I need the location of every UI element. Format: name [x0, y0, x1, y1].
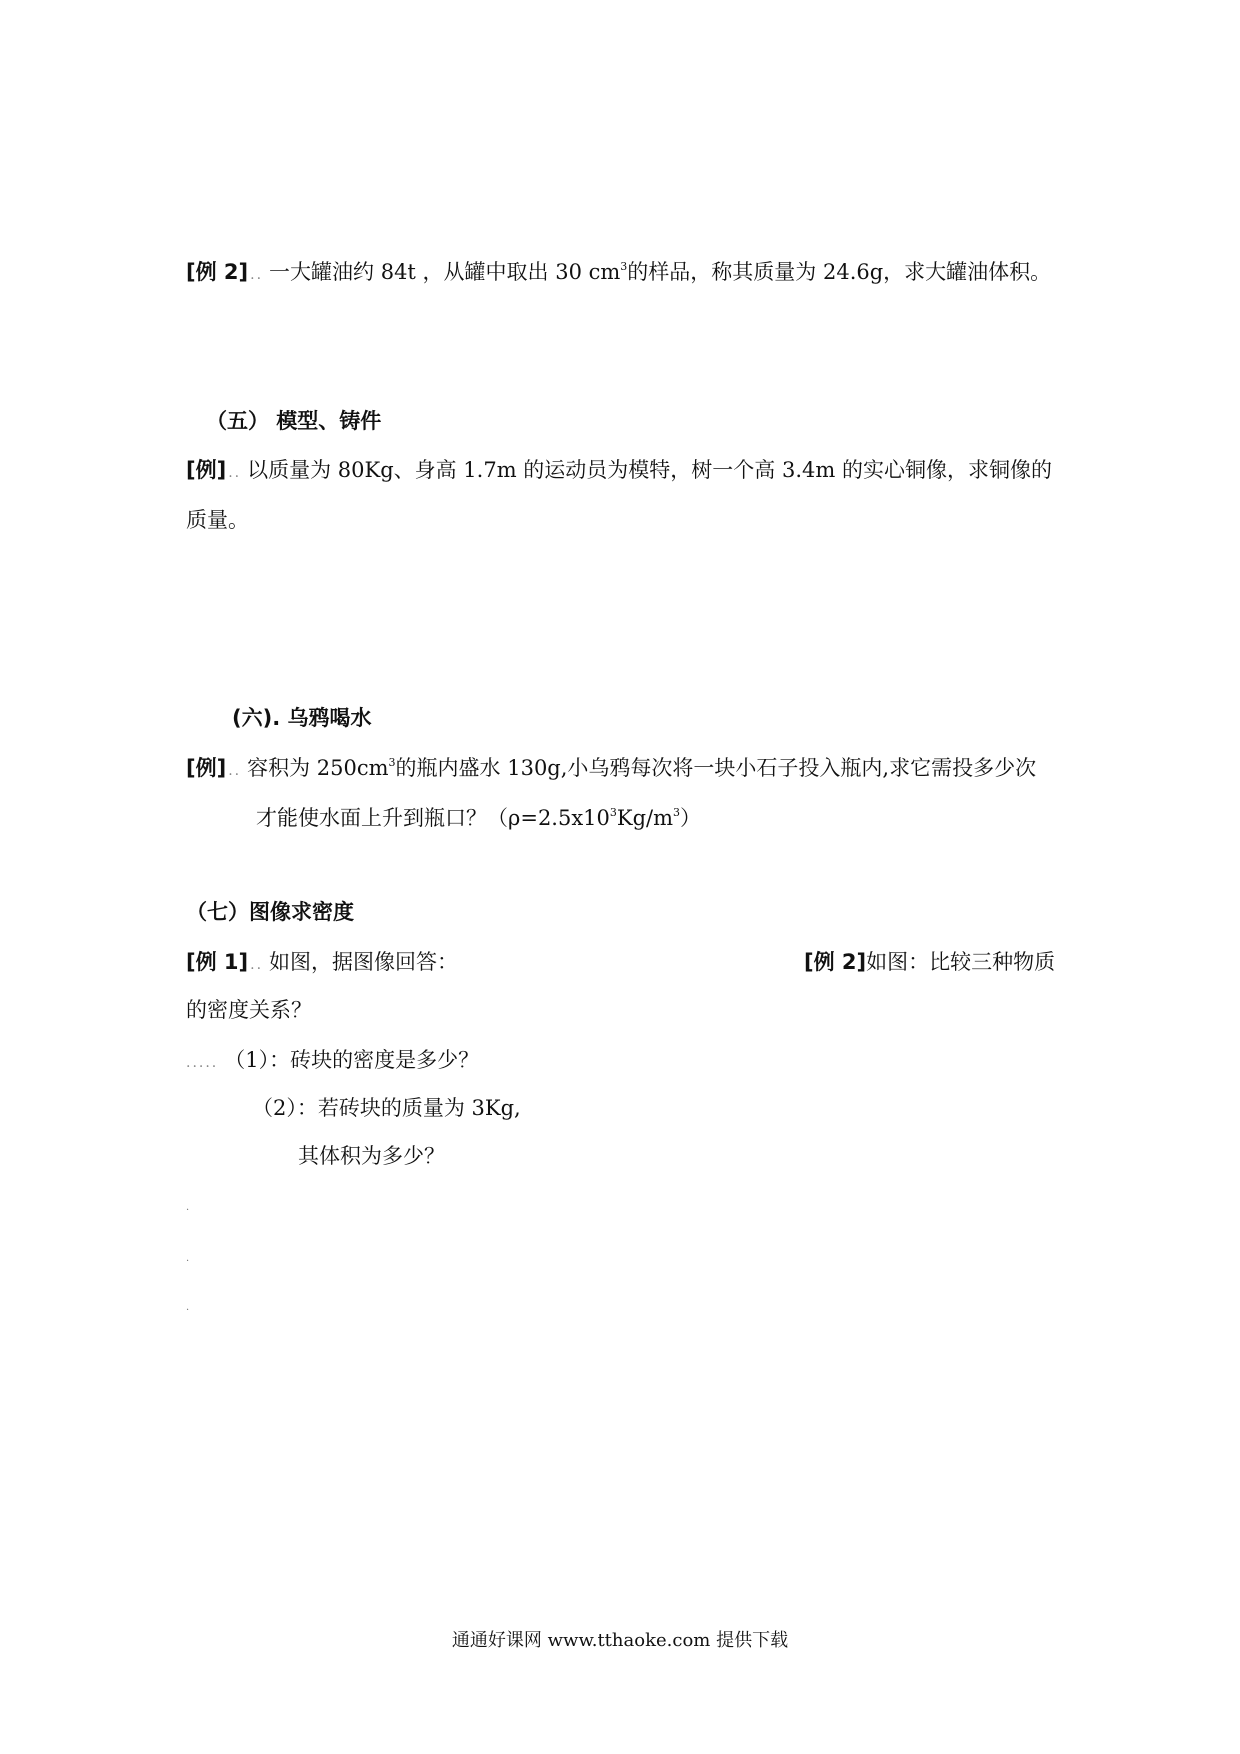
problem-text: 才能使水面上升到瓶口？（ρ=2.5x10: [256, 806, 610, 830]
leader-dots: .....: [186, 1055, 219, 1071]
question-2-continued: 其体积为多少？: [298, 1144, 445, 1168]
leader-dots: ..: [250, 957, 264, 973]
leader-dots: ..: [228, 465, 242, 481]
section-6-heading: (六). 乌鸦喝水: [232, 706, 372, 730]
scan-speck: ·: [186, 1205, 190, 1216]
section-7-example-2-continued: 的密度关系？: [186, 998, 312, 1022]
problem-text: 如图：比较三种物质: [866, 950, 1056, 974]
example-2-oil-tank: [186, 258, 1051, 289]
section-7-heading: （七）图像求密度: [186, 900, 354, 924]
problem-text: 如图，据图像回答：: [269, 950, 459, 974]
section-5-example-line-2: 质量。: [186, 508, 249, 532]
section-6-example-line-2: [256, 804, 701, 832]
section-5-example-line-1: [186, 456, 1052, 487]
scan-speck: ·: [186, 1305, 190, 1316]
problem-text: 容积为 250cm: [247, 756, 389, 780]
superscript: 3: [620, 260, 628, 273]
section-6-example-line-1: [186, 754, 1036, 785]
problem-text: ）: [680, 806, 702, 830]
problem-text: 的瓶内盛水 130g,小乌鸦每次将一块小石子投入瓶内,求它需投多少次: [395, 756, 1037, 780]
problem-text: 的样品，称其质量为 24.6g，求大罐油体积。: [627, 260, 1052, 284]
problem-text: Kg/m: [616, 806, 674, 830]
superscript: 3: [609, 806, 617, 819]
superscript: 3: [388, 756, 396, 769]
footer-source: 通通好课网 www.tthaoke.com 提供下载: [451, 1630, 789, 1651]
example-tag: [例]: [186, 458, 227, 482]
section-5-heading: （五） 模型、铸件: [206, 409, 382, 433]
leader-dots: ..: [228, 763, 242, 779]
superscript: 3: [673, 806, 681, 819]
example-tag: [例 2]: [186, 260, 249, 284]
leader-dots: ..: [250, 267, 264, 283]
section-7-example-1: [186, 948, 458, 979]
question-2: （2）：若砖块的质量为 3Kg,: [252, 1096, 521, 1120]
problem-text: 一大罐油约 84t ，从罐中取出 30 cm: [269, 260, 621, 284]
question-1: [186, 1046, 479, 1077]
example-tag: [例 1]: [186, 950, 249, 974]
problem-text: 以质量为 80Kg、身高 1.7m 的运动员为模特，树一个高 3.4m 的实心铜像，求铜像的: [247, 458, 1052, 482]
example-tag: [例 2]: [804, 950, 867, 974]
scan-speck: ·: [186, 1256, 190, 1267]
question-text: （1）：砖块的密度是多少？: [224, 1048, 480, 1072]
section-7-example-2: [804, 948, 1055, 976]
example-tag: [例]: [186, 756, 227, 780]
